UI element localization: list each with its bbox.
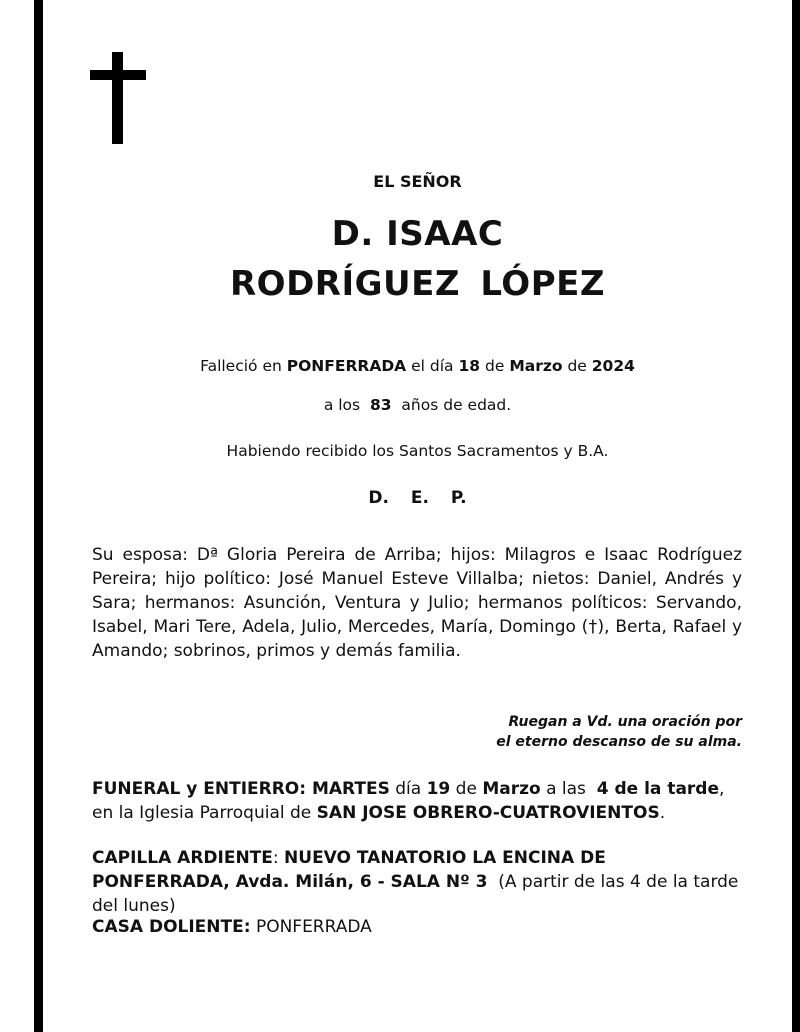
deceased-name-line1: D. ISAAC [331, 214, 504, 254]
deceased-name-line2: RODRÍGUEZ LÓPEZ [229, 264, 606, 304]
wake-info: CAPILLA ARDIENTE: NUEVO TANATORIO LA ENCINA DE PONFERRADA, Avda. Milán, 6 - SALA Nº 3 (A partir de las 4 de la tarde del lunes) [92, 848, 739, 916]
mourning-house: CASA DOLIENTE: PONFERRADA [92, 917, 372, 937]
funeral-info: FUNERAL y ENTIERRO: MARTES día 19 de Marzo a las 4 de la tarde, en la Iglesia Parroquial de SAN JOSE OBRERO-CUATROVIENTOS. [92, 779, 725, 823]
death-line: Falleció en PONFERRADA el día 18 de Marzo de 2024 [200, 357, 635, 375]
left-border [34, 0, 43, 1032]
prayer-request: Ruegan a Vd. una oración por el eterno descanso de su alma. [496, 714, 742, 750]
dep-line: D. E. P. [368, 488, 467, 508]
sacraments-line: Habiendo recibido los Santos Sacramentos y B.A. [226, 442, 609, 460]
cross-icon [90, 52, 146, 144]
intro-heading: EL SEÑOR [373, 172, 462, 191]
right-border [792, 0, 800, 1032]
family-paragraph: Su esposa: Dª Gloria Pereira de Arriba; hijos: Milagros e Isaac Rodríguez Pereira; hijo político: José Manuel Esteve Villalba; nietos: Daniel, Andrés y Sara; hermanos: Asunción, Ventura y Julio; hermanos políticos: Servando, Isabel, Mari Tere, Adela, Julio, Mercedes, María, Domingo (†), Berta, Rafael y Amando; sobrinos, primos y demás familia. [92, 545, 742, 661]
age-line: a los 83 años de edad. [323, 396, 512, 414]
